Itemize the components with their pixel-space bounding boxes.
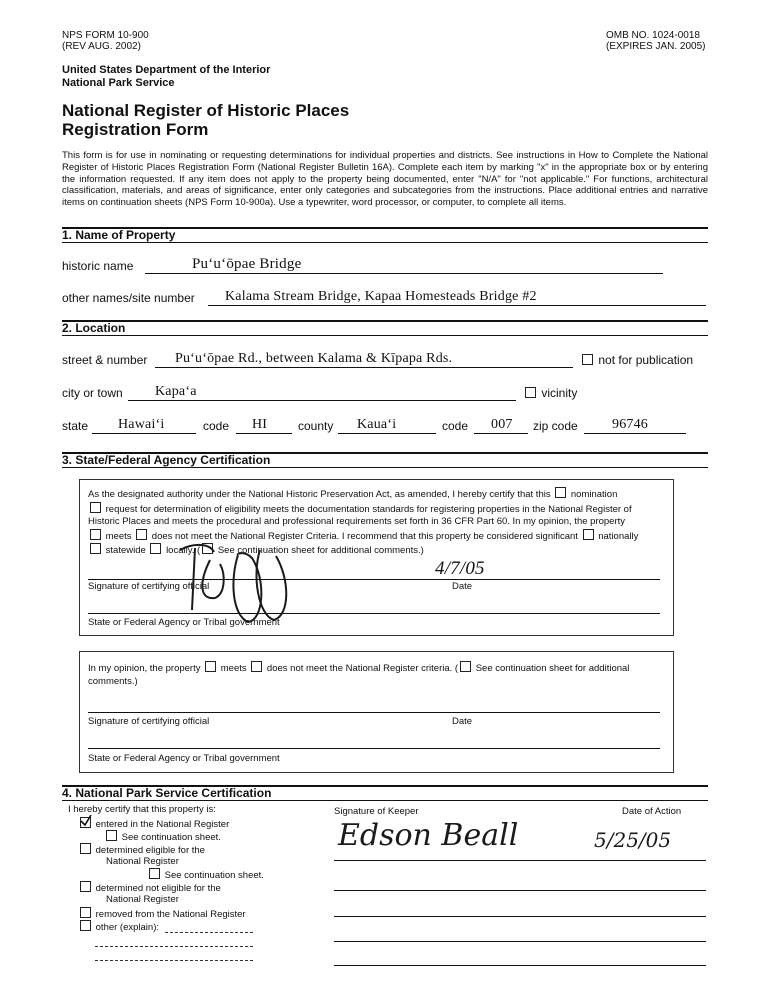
vicinity [523, 386, 577, 400]
cert-line-3: Historic Places and meets the procedural and professional requirements set forth in 36 CFR Part 60. In my opinion, the property [88, 516, 626, 527]
statewide-checkbox[interactable] [90, 543, 101, 554]
nationally-checkbox[interactable] [583, 529, 594, 540]
section-4-title: 4. National Park Service Certification [62, 786, 272, 800]
vicinity-checkbox[interactable] [525, 387, 536, 398]
agency-label-2: State or Federal Agency or Tribal government [88, 753, 280, 764]
keeper-line-4 [334, 941, 706, 942]
form-revision: (REV AUG. 2002) [62, 41, 141, 52]
section-underline [62, 467, 708, 468]
department-name: United States Department of the Interior [62, 64, 271, 76]
street-value[interactable]: Pu‘u‘ōpae Rd., between Kalama & Kīpapa Rds. [175, 351, 453, 366]
opinion-does: does not meet the National Register criteria. ( [266, 663, 459, 674]
agency-label: State or Federal Agency or Tribal government [88, 617, 280, 628]
state-value[interactable]: Hawai‘i [118, 417, 165, 432]
action-date-value[interactable]: 5/25/05 [594, 828, 672, 852]
eligible-label: determined eligible for the [95, 845, 205, 856]
nomination-checkbox[interactable] [555, 487, 566, 498]
check-mark-icon [80, 815, 92, 827]
historic-name-value[interactable]: Pu‘u‘ōpae Bridge [192, 256, 302, 272]
entered-label: entered in the National Register [95, 819, 230, 830]
not-eligible-checkbox[interactable] [80, 881, 91, 892]
vicinity-label: vicinity [541, 386, 578, 400]
entered-checkbox[interactable] [80, 817, 91, 828]
keeper-label: Signature of Keeper [334, 806, 419, 817]
cert-statewide: statewide [105, 545, 146, 556]
other-checkbox[interactable] [80, 920, 91, 931]
section-2-title: 2. Location [62, 321, 126, 335]
not-for-publication-checkbox[interactable] [582, 354, 593, 365]
see-continuation-1-label: See continuation sheet. [121, 832, 221, 843]
county-line [338, 433, 436, 434]
cert-line-1: As the designated authority under the National Historic Preservation Act, as amended, I hereby certify that this [88, 489, 551, 500]
opinion-lead: In my opinion, the property [88, 663, 201, 674]
form-subtitle: Registration Form [62, 120, 209, 139]
certifying-signature-scribble [140, 520, 300, 630]
zip-line [584, 433, 686, 434]
eligible-nr: National Register [106, 856, 179, 867]
date-label: Date [452, 581, 473, 592]
signature-label: Signature of certifying official [88, 581, 210, 592]
not-eligible-nr: National Register [106, 894, 179, 905]
cert-see: See continuation sheet for additional comments.) [217, 545, 424, 556]
form-instructions: This form is for use in nominating or requesting determinations for individual properties and districts. See instructions in How to Complete the National Register of Historic Places Registration Form (National Register Bulletin 16A). Complete each item by marking "x" in the appropriate box or by entering the information requested. If any item does not apply to the property being documented, enter "N/A" for "not applicable." For functions, architectural classification, materials, and areas of significance, enter only categories and subcategories from the instructions. Place additional entries and narrative items on continuation sheets (NPS Form 10-900a). Use a typewriter, word processor, or computer, to complete all items. [62, 150, 708, 209]
keeper-line-5 [334, 965, 706, 966]
date-label-2: Date [452, 716, 473, 727]
other-names-label: other names/site number [62, 291, 195, 305]
request-checkbox[interactable] [90, 502, 101, 513]
county-code-label: code [442, 419, 469, 433]
other-explain-line-3 [95, 960, 253, 961]
other-explain-line [165, 932, 253, 933]
zip-label: zip code [533, 419, 578, 433]
keeper-signature[interactable]: Edson Beall [338, 818, 519, 853]
omb-expires: (EXPIRES JAN. 2005) [606, 41, 706, 52]
cert-nomination: nomination [570, 489, 618, 500]
state-certification-box [79, 479, 674, 636]
not-for-publication-label: not for publication [598, 353, 694, 367]
street-line [155, 367, 573, 368]
historic-name-line [145, 273, 663, 274]
other-names-value[interactable]: Kalama Stream Bridge, Kapaa Homesteads Bridge #2 [225, 289, 537, 304]
opinion-see-checkbox[interactable] [460, 661, 471, 672]
city-line [128, 400, 516, 401]
other-names-line [208, 305, 706, 306]
opinion-see: See continuation sheet for additional [475, 663, 630, 674]
signature-label-2: Signature of certifying official [88, 716, 210, 727]
state-code-line [236, 433, 292, 434]
city-value[interactable]: Kapa‘a [155, 384, 197, 399]
opinion-does-not-checkbox[interactable] [251, 661, 262, 672]
removed-label: removed from the National Register [95, 909, 246, 920]
keeper-line-2 [334, 890, 706, 891]
section-3-title: 3. State/Federal Agency Certification [62, 453, 271, 467]
form-title: National Register of Historic Places [62, 101, 350, 120]
keeper-line-1 [334, 860, 706, 861]
date-of-action-label: Date of Action [622, 806, 682, 817]
form-number: NPS FORM 10-900 [62, 30, 149, 41]
cert-meets: meets [105, 530, 132, 542]
section-underline [62, 335, 708, 336]
nps-cert-statement: I hereby certify that this property is: [68, 804, 216, 815]
meets-checkbox[interactable] [90, 529, 101, 540]
cert-locally: locally. ( [166, 545, 201, 556]
zip-value[interactable]: 96746 [612, 417, 648, 432]
county-label: county [298, 419, 334, 433]
signature-line-2 [88, 712, 660, 713]
omb-number: OMB NO. 1024-0018 [606, 30, 700, 41]
state-line [92, 433, 196, 434]
street-label: street & number [62, 353, 148, 367]
section-underline [62, 242, 708, 243]
removed-checkbox[interactable] [80, 907, 91, 918]
not-eligible-label: determined not eligible for the [95, 883, 221, 894]
see-continuation-2-checkbox[interactable] [149, 868, 160, 879]
see-continuation-2-label: See continuation sheet. [164, 870, 264, 881]
agency-line-2 [88, 748, 660, 749]
service-name: National Park Service [62, 77, 175, 89]
county-code-line [474, 433, 528, 434]
not-for-publication [580, 353, 693, 367]
cert-nationally: nationally [598, 530, 639, 542]
opinion-text [88, 661, 668, 688]
eligible-checkbox[interactable] [80, 843, 91, 854]
city-label: city or town [62, 386, 123, 400]
county-value[interactable]: Kaua‘i [357, 417, 397, 432]
state-label: state [62, 419, 89, 433]
cert-line-2: request for determination of eligibility meets the documentation standards for registering properties in the National Register of [105, 503, 632, 515]
other-label: other (explain): [95, 922, 160, 933]
section-underline [62, 800, 708, 801]
see-continuation-1-checkbox[interactable] [106, 830, 117, 841]
state-code-label: code [203, 419, 230, 433]
section-1-title: 1. Name of Property [62, 228, 176, 242]
opinion-meets-checkbox[interactable] [205, 661, 216, 672]
cert-date-value[interactable]: 4/7/05 [435, 558, 485, 579]
keeper-line-3 [334, 916, 706, 917]
opinion-box [79, 651, 674, 773]
opinion-comments: comments.) [88, 675, 138, 687]
historic-name-label: historic name [62, 259, 134, 273]
opinion-meets: meets [220, 663, 247, 674]
section-divider [62, 320, 708, 322]
cert-does-not: does not meet the National Register Criteria. I recommend that this property be considered significant [151, 530, 578, 542]
county-code-value[interactable]: 007 [491, 417, 513, 432]
other-row [78, 920, 159, 935]
other-explain-line-2 [95, 946, 253, 947]
state-code-value[interactable]: HI [252, 417, 268, 432]
